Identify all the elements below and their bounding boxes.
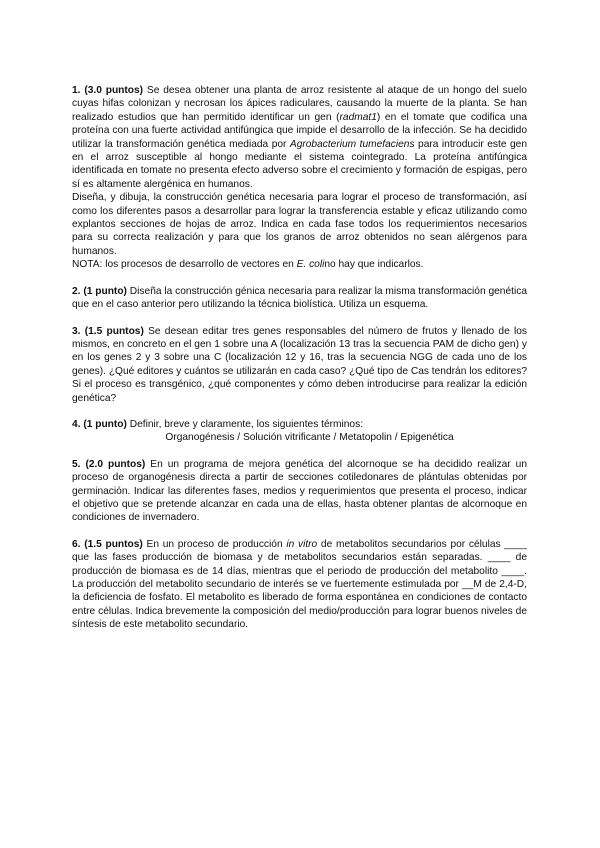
question-4: 4. (1 punto) Definir, breve y claramente, los siguientes términos: Organogénesis / Solución vitrificante / Metatopolin / Epigenética xyxy=(72,418,527,445)
question-4-label: 4. (1 punto) xyxy=(72,418,127,430)
question-1-task: Diseña, y dibuja, la construcción genética necesaria para lograr el proceso de transformación, así como los diferentes pasos a desarrollar para lograr la transferencia estable y eficaz utilizando como explantos secciones de hojas de arroz. Indica en cada fase todos los requerimientos necesarios para su correcta realización y para que los granos de arroz obtenidos no sean alérgenos para humanos. xyxy=(72,192,527,257)
question-3: 3. (1.5 puntos) Se desean editar tres genes responsables del número de frutos y llenado de los mismos, en concreto en el gen 1 sobre una A (localización 13 tras la secuencia PAM de dicho gen) y en los genes 2 y 3 sobre una C (localización 12 y 16, tras la secuencia NGG de cada uno de los genes). ¿Qué editores y cuántos se utilizarán en cada caso? ¿Qué tipo de Cas tendrán los editores? Si el proceso es transgénico, ¿qué componentes y cómo deben introducirse para realizar la edición genética? xyxy=(72,325,527,404)
question-2-label: 2. (1 punto) xyxy=(72,285,127,297)
gene-name: radmat1 xyxy=(339,111,377,123)
question-1-note: NOTA: los procesos de desarrollo de vectores en E. colino hay que indicarlos. xyxy=(72,259,424,271)
question-4-terms: Organogénesis / Solución vitrificante / Metatopolin / Epigenética xyxy=(165,432,454,444)
question-2: 2. (1 punto) Diseña la construcción génica necesaria para realizar la misma transformación genética que en el caso anterior pero utilizando la técnica biolística. Utiliza un esquema. xyxy=(72,285,527,311)
question-5-label: 5. (2.0 puntos) xyxy=(72,458,146,470)
question-5: 5. (2.0 puntos) En un programa de mejora genética del alcornoque se ha decidido realizar un proceso de organogénesis directa a partir de secciones cotiledonares de plántulas obtenidas por germinación. Indicar las diferentes fases, medios y requerimientos que presenta el proceso, indicar el objetivo que se pretende alcanzar en cada una de ellas, hasta obtener plantas de alcornoque en condiciones de invernadero. xyxy=(72,458,527,524)
question-1-label: 1. (3.0 puntos) xyxy=(72,85,144,96)
species-name: Agrobacterium tumefaciens xyxy=(289,138,415,150)
exam-page xyxy=(72,84,527,645)
question-1-statement: 1. (3.0 puntos) Se desea obtener una planta de arroz resistente al ataque de un hongo del suelo cuyas hifas colonizan y necrosan los ápices radiculares, causando la muerte de la planta. Se han realizado estudios que han permitido identificar un gen (radmat1) en el tomate que codifica una proteína con una fuerte actividad antifúngica que impide el desarrollo de la infección. Se ha decidido utilizar la transformación genética mediada por Agrobacterium tumefaciens para introducir este gen en el arroz susceptible al hongo mediante el sistema cointegrado. La proteína antifúngica identificada en tomate no presenta efecto adverso sobre el crecimiento y formación de espigas, pero sí es altamente alergénica en humanos. xyxy=(72,85,527,190)
question-1 xyxy=(72,84,527,272)
question-6: 6. (1.5 puntos) En un proceso de producción in vitro de metabolitos secundarios por células ____ que las fases producción de biomasa y de metabolitos secundarios están separadas. ____ de producción de biomasa es de 14 días, mientras que el periodo de producción del metabolito ____. La producción del metabolito secundario de interés se ve fuertemente estimulada por __M de 2,4-D, la deficiencia de fosfato. El metabolito es liberado de forma espontánea en condiciones de contacto entre células. Indica brevemente la composición del medio/producción para lograr buenos niveles de síntesis de este metabolito secundario. xyxy=(72,538,527,631)
question-3-label: 3. (1.5 puntos) xyxy=(72,325,144,337)
question-6-label: 6. (1.5 puntos) xyxy=(72,538,143,550)
